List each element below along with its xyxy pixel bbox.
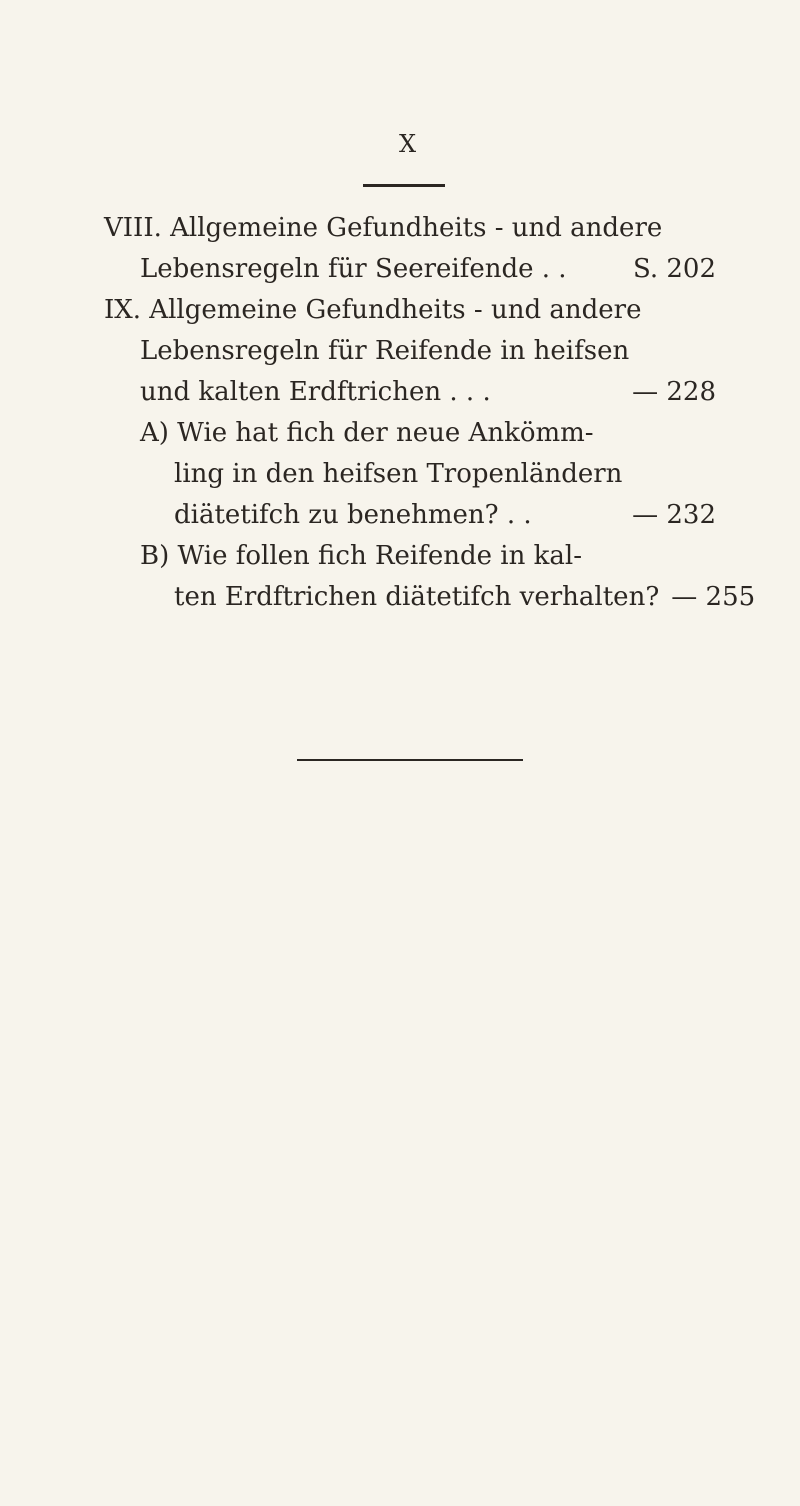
- entry-text: A) Wie hat fich der neue Ankömm-: [140, 418, 594, 448]
- entry-text: B) Wie follen fich Reifende in kal-: [140, 541, 582, 571]
- page-reference: — 232: [632, 500, 716, 530]
- page-reference: S. 202: [632, 254, 716, 284]
- toc-entry-ix-b: [104, 536, 756, 618]
- entry-text: und kalten Erdftrichen . . .: [140, 377, 491, 407]
- page-number: X: [398, 130, 418, 158]
- table-of-contents: [104, 208, 756, 618]
- entry-text: ling in den heifsen Tropenländern: [174, 459, 623, 489]
- bottom-rule: [297, 759, 523, 761]
- entry-text: Lebensregeln für Reifende in heifsen: [140, 336, 630, 366]
- entry-text: diätetifch zu benehmen? . .: [174, 500, 532, 530]
- top-rule: [363, 184, 445, 187]
- page-reference: — 228: [632, 377, 716, 407]
- entry-text: IX. Allgemeine Gefundheits - und andere: [104, 295, 642, 325]
- toc-entry-viii: [104, 208, 716, 290]
- toc-entry-ix-a: [104, 413, 716, 536]
- entry-text: ten Erdftrichen diätetifch verhalten?: [174, 582, 660, 612]
- page-reference: — 255: [671, 582, 756, 612]
- toc-entry-ix: [104, 290, 716, 413]
- entry-text: Lebensregeln für Seereifende . .: [140, 254, 567, 284]
- entry-text: VIII. Allgemeine Gefundheits - und andere: [104, 213, 663, 243]
